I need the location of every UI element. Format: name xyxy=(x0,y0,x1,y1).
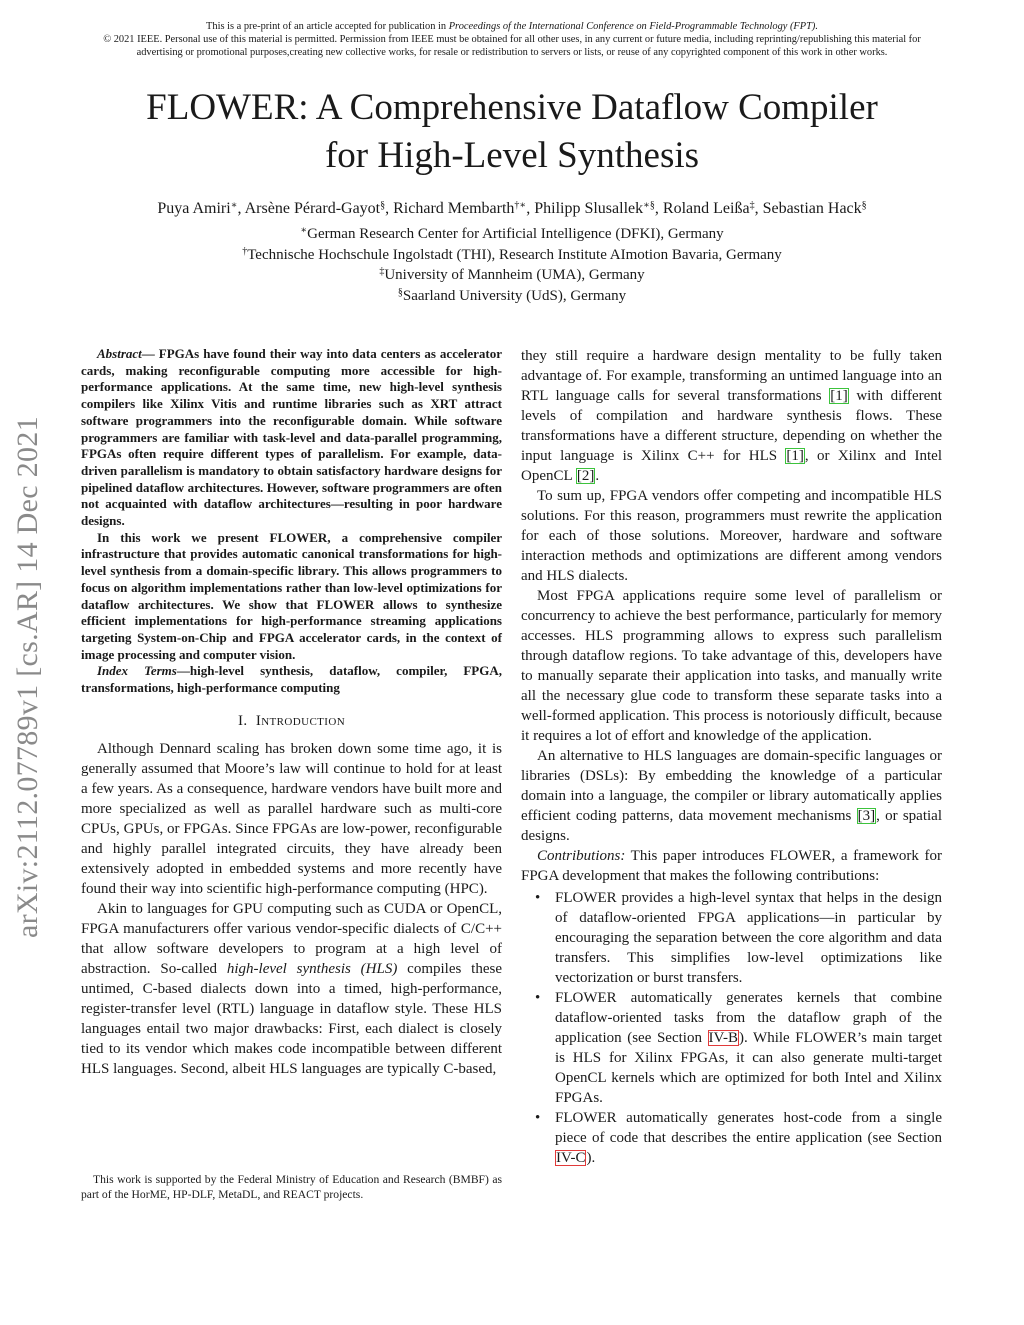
section-title: Introduction xyxy=(255,712,346,729)
body-paragraph: To sum up, FPGA vendors offer competing and incompatible HLS solutions. For this reason, programmers must rewrite the application for each of those solutions. Moreover, hardware and software interaction methods and optimizations are different among vendors and HLS dialects. xyxy=(521,488,942,584)
section-heading: I. Introduction xyxy=(237,712,346,729)
body-paragraph: Although Dennard scaling has broken down some time ago, it is generally assumed that Moore’s law will continue to hold for at least a few years. As a consequence, hardware vendors have built more and more specialized as well as parallel hardware such as multi-core CPUs, GPUs, or FPGAs. Since FPGAs are low-power, reconfigurable and highly parallel integrated circuits, they have already been extensively adopted in embedded systems and more recently have found their way into scientific high-performance computing (HPC). xyxy=(81,740,502,897)
notice-line1: This is a pre-print of an article accepted for publication in Proceedings of the International Conference on Field-Programmable Technology (FPT). xyxy=(206,21,818,32)
affiliation: ∗German Research Center for Artificial Intelligence (DFKI), Germany xyxy=(300,225,724,242)
right-column-body xyxy=(521,346,942,1168)
contributions-paragraph: Contributions: This paper introduces FLOWER, a framework for FPGA development that makes the following contributions: xyxy=(521,848,942,884)
bullet-icon: • xyxy=(535,990,541,1006)
paper-title-line2: for High-Level Synthesis xyxy=(324,135,700,176)
citation-link[interactable]: [2] xyxy=(576,468,595,484)
abstract-paragraph: Abstract— FPGAs have found their way into data centers as accelerator cards, making reconfigurable computing more accessible for high-performance applications. At the same time, new high-level synthesis compilers like Xilinx Vitis and runtime libraries such as XRT attract software programmers into the reconfigurable domain. While software programmers are familiar with task-level and data-parallel programming, FPGAs often require different types of parallelism. For example, data-driven parallelism is mandatory to obtain satisfactory hardware designs for pipelined dataflow architectures. However, software programmers are often not acquainted with dataflow architectures—resulting in poor hardware designs. xyxy=(81,346,502,529)
section-reference-link[interactable]: IV-C xyxy=(556,1150,586,1166)
arxiv-identifier-stamp: arXiv:2112.07789v1 [cs.AR] 14 Dec 2021 xyxy=(11,416,44,938)
contributions-label: Contributions: xyxy=(537,848,626,864)
bullet-icon: • xyxy=(535,890,541,906)
abstract-paragraph: In this work we present FLOWER, a comprehensive compiler infrastructure that provides automatic canonical transformations for high-level synthesis from a domain-specific library. This allows programmers to focus on algorithm implementations rather than low-level optimizations for dataflow architectures. We show that FLOWER allows to synthesize efficient implementations for high-performance streaming applications targeting System-on-Chip and FPGA accelerator cards, in the context of image processing and computer vision. xyxy=(81,529,502,662)
right-column xyxy=(521,346,942,1168)
author: Philipp Slusallek∗§, xyxy=(534,200,663,217)
list-item: • FLOWER automatically generates host-code from a single piece of code that describes the entire application (see Section IV-C). xyxy=(535,1110,942,1166)
affiliation-list xyxy=(92,224,932,306)
affiliation: ‡University of Mannheim (UMA), Germany xyxy=(379,266,645,284)
citation-link[interactable]: [1] xyxy=(786,448,804,464)
author: Puya Amiri∗, xyxy=(157,200,245,217)
hls-term: high-level synthesis (HLS) xyxy=(226,960,398,977)
affiliation: §Saarland University (UdS), Germany xyxy=(397,286,627,304)
author: Richard Membarth†∗, xyxy=(393,200,535,217)
funding-footnote: This work is supported by the Federal Ministry of Education and Research (BMBF) as part of the HorME, HP-DLF, MetaDL, and REACT projects. xyxy=(81,1173,502,1201)
author: Sebastian Hack§ xyxy=(762,200,867,217)
citation-link[interactable]: [1] xyxy=(830,388,848,404)
left-column xyxy=(81,346,502,1079)
author: Roland Leißa‡, xyxy=(662,200,763,217)
index-terms-label: Index Terms xyxy=(97,663,177,679)
author: Arsène Pérard-Gayot§, xyxy=(244,200,394,217)
introduction-body xyxy=(81,739,502,1079)
list-item: • FLOWER provides a high-level syntax that helps in the design of dataflow-oriented FPGA applications—in particular by encouraging the separation between the core algorithm and data transfers. This simplifies low-level optimizations like vectorization or burst transfers. xyxy=(535,890,942,986)
paper-title-line1: FLOWER: A Comprehensive Dataflow Compiler xyxy=(146,87,878,128)
list-item: • FLOWER automatically generates kernels that combine dataflow-oriented tasks from the dataflow graph of the application (see Section IV-B). While FLOWER’s main target is HLS for Xilinx FPGAs, it can also generate multi-target OpenCL kernels which are optimized for both Intel and Xilinx FPGAs. xyxy=(535,990,942,1106)
notice-venue: Proceedings of the International Conference on Field-Programmable Technology (FPT). xyxy=(448,21,818,32)
body-paragraph: they still require a hardware design mentality to be fully taken advantage of. For example, transforming an untimed language into an RTL language calls for several transformations [1] with different levels of compilation and hardware synthesis flows. These transformations have a different structure, depending on whether the input language is Xilinx C++ for HLS [1], or Xilinx and Intel OpenCL [2]. xyxy=(521,348,942,484)
body-paragraph: Most FPGA applications require some level of parallelism or concurrency to achieve the best performance, particularly for memory accesses. HLS programming allows to express such parallelism through dataflow regions. To take advantage of this, developers have to manually separate their application into tasks, and manually write all the necessary glue code to transform these separate tasks into a well-formed application. This process is notoriously difficult, because it requires a lot of effort and knowledge of the application. xyxy=(521,588,942,744)
abstract-label: Abstract xyxy=(97,346,142,361)
body-paragraph: An alternative to HLS languages are domain-specific languages or libraries (DSLs): By embedding the knowledge of a particular domain into a language, the compiler or library automatically applies efficient coding patterns, data movement mechanisms [3], or spatial designs. xyxy=(521,748,942,844)
index-terms: Index Terms—high-level synthesis, dataflow, compiler, FPGA, transformations, high-performance computing xyxy=(81,663,502,696)
affiliation: †Technische Hochschule Ingolstadt (THI), Research Institute AImotion Bavaria, Germany xyxy=(242,245,782,263)
citation-link[interactable]: [3] xyxy=(857,808,876,824)
body-paragraph: Akin to languages for GPU computing such as CUDA or OpenCL, FPGA manufacturers offer various vendor-specific dialects of C/C++ that allow software developers to program at a high level of abstraction. So-called high-level synthesis (HLS) compiles these untimed, C-based dialects down into a timed, high-performance, register-transfer level (RTL) language in dataflow style. These HLS languages entail two major drawbacks: First, each dialect is closely tied to its vendor which makes code incompatible between different HLS languages. Second, albeit HLS languages are typically C-based, xyxy=(81,900,502,1077)
publication-notice xyxy=(92,20,932,60)
bullet-icon: • xyxy=(535,1110,541,1126)
author-list xyxy=(40,199,984,219)
section-reference-link[interactable]: IV-B xyxy=(708,1030,738,1046)
notice-copyright: © 2021 IEEE. Personal use of this material is permitted. Permission from IEEE must be obtained for all other uses, in any current or future media, including reprinting/republishing this material for advertising or promotional purposes,creating new collective works, for resale or redistribution to servers or lists, or reuse of any copyrighted component of this work in other works. xyxy=(103,34,921,59)
abstract xyxy=(81,346,502,697)
contributions-list xyxy=(521,888,942,1168)
paper-title xyxy=(60,84,964,180)
